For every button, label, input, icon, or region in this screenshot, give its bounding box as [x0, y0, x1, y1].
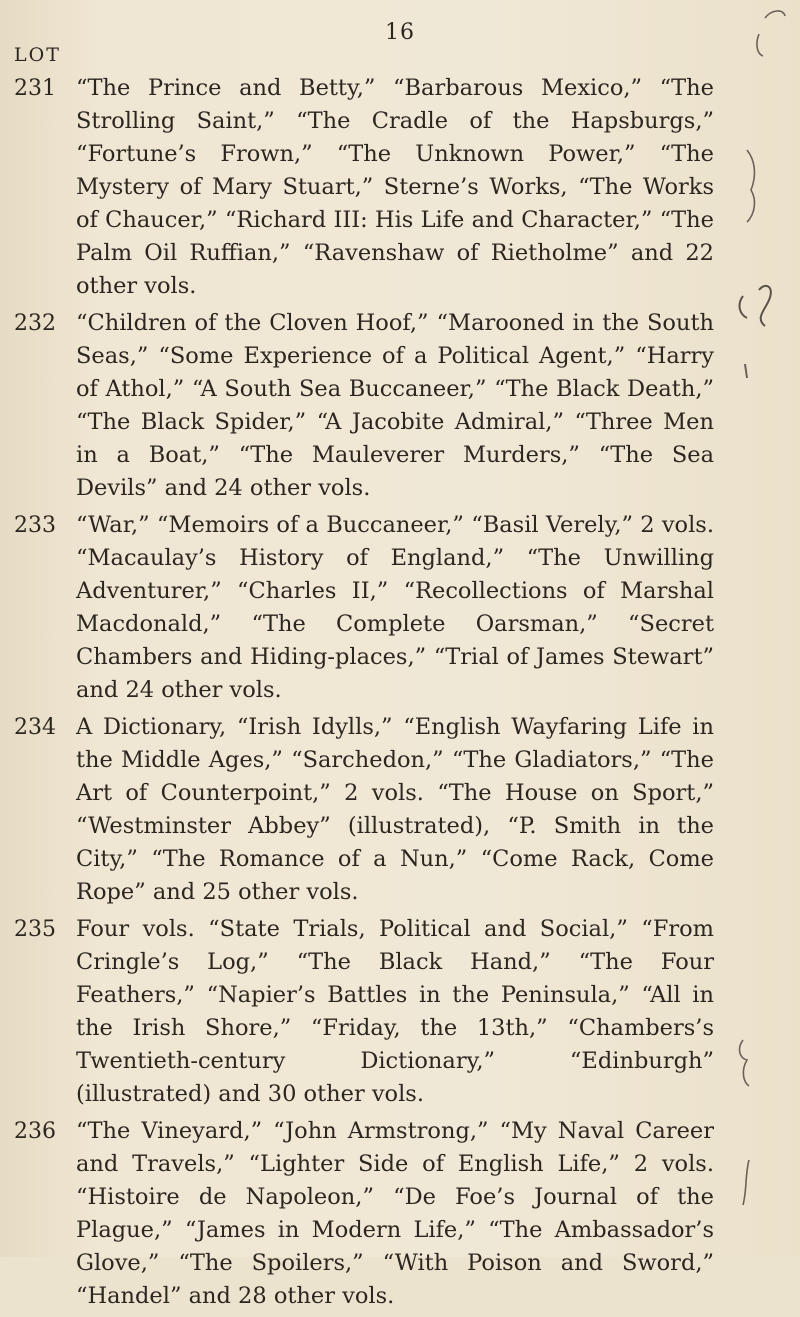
lot-number: 231 [14, 76, 56, 101]
lot-entry-235 [0, 913, 720, 1111]
pencil-squiggle-mark [740, 286, 771, 326]
lot-number: 235 [14, 917, 56, 942]
lot-description: “The Vineyard,” “John Armstrong,” “My Naval Career and Travels,” “Lighter Side of English Life,” 2 vols. “Histoire de Napoleon,” “De Foe’s Journal of the Plague,” “James in Modern Life,” “The Ambassador’s Glove,” “The Spoilers,” “With Poison and Sword,” “Handel” and 28 other vols. [76, 1118, 714, 1309]
lot-entry-231 [0, 72, 720, 303]
lot-entry-234 [0, 711, 720, 909]
lot-column-heading: LOT [14, 44, 61, 66]
pencil-margin-marks [735, 0, 795, 1257]
lot-number: 232 [14, 311, 56, 336]
lot-description: “The Prince and Betty,” “Barbarous Mexico,” “The Strolling Saint,” “The Cradle of the Hapsburgs,” “Fortune’s Frown,” “The Unknown Power,” “The Mystery of Mary Stuart,” Sterne’s Works, “The Works of Chaucer,” “Richard III: His Life and Character,” “The Palm Oil Ruffian,” “Ravenshaw of Rietholme” and 22 other vols. [76, 75, 714, 299]
pencil-stroke-mark [757, 11, 785, 56]
lot-number: 234 [14, 715, 56, 740]
lot-number: 236 [14, 1119, 56, 1144]
lot-number: 233 [14, 513, 56, 538]
page-number: 16 [385, 20, 415, 45]
lot-description: “War,” “Memoirs of a Buccaneer,” “Basil Verely,” 2 vols. “Macaulay’s History of England,” “The Unwilling Adventurer,” “Charles II,” “Recollections of Marshal Macdonald,” “The Complete Oarsman,” “Secret Chambers and Hiding-places,” “Trial of James Stewart” and 24 other vols. [76, 512, 714, 703]
lot-description: “Children of the Cloven Hoof,” “Marooned in the South Seas,” “Some Experience of a Political Agent,” “Harry of Athol,” “A South Sea Buccaneer,” “The Black Death,” “The Black Spider,” “A Jacobite Admiral,” “Three Men in a Boat,” “The Mauleverer Murders,” “The Sea Devils” and 24 other vols. [76, 310, 714, 501]
pencil-tick-mark [745, 364, 747, 378]
lot-entry-236 [0, 1115, 720, 1313]
lot-entry-232 [0, 307, 720, 505]
pencil-line-mark [743, 1160, 749, 1205]
lot-entry-233 [0, 509, 720, 707]
pencil-bracket-mark [747, 150, 754, 222]
pencil-curve-mark [740, 1040, 749, 1086]
lot-description: A Dictionary, “Irish Idylls,” “English Wayfaring Life in the Middle Ages,” “Sarchedon,” “The Gladiators,” “The Art of Counterpoint,” 2 vols. “The House on Sport,” “Westminster Abbey” (illustrated), “P. Smith in the City,” “The Romance of a Nun,” “Come Rack, Come Rope” and 25 other vols. [76, 714, 714, 905]
lot-entries [0, 72, 720, 1317]
lot-description: Four vols. “State Trials, Political and Social,” “From Cringle’s Log,” “The Black Hand,” “The Four Feathers,” “Napier’s Battles in the Peninsula,” “All in the Irish Shore,” “Friday, the 13th,” “Chambers’s Twentieth-century Dictionary,” “Edinburgh” (illustrated) and 30 other vols. [76, 916, 714, 1107]
